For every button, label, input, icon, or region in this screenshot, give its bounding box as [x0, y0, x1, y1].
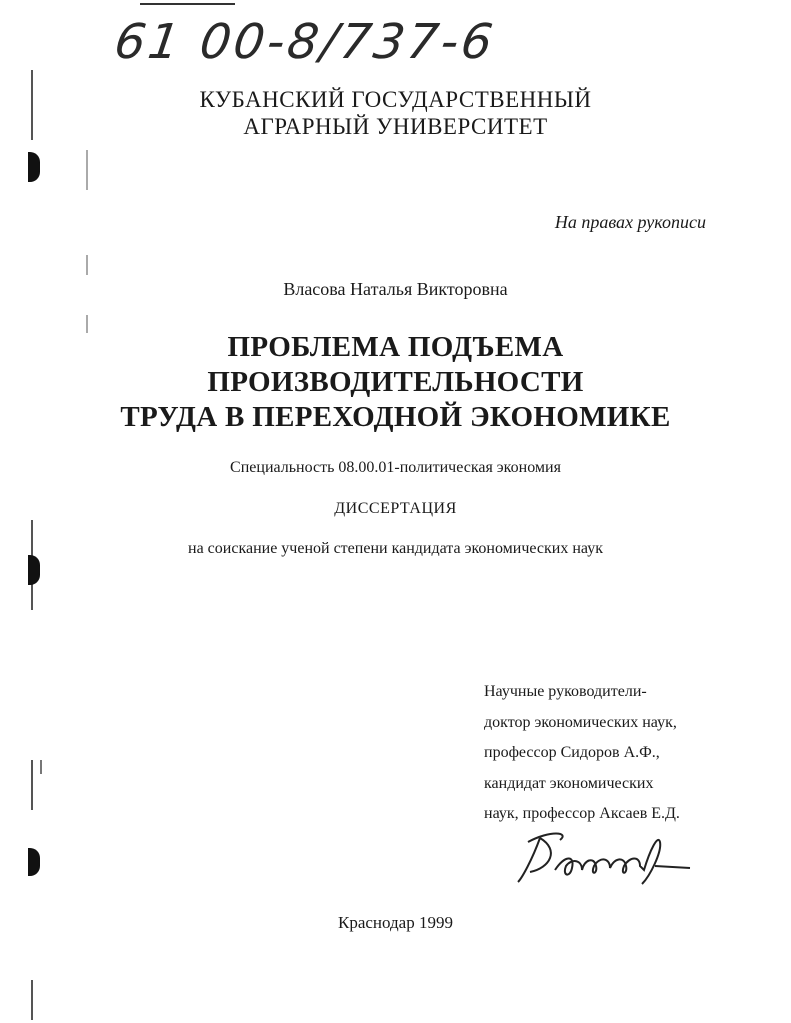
advisors-line: кандидат экономических — [484, 774, 654, 792]
scan-binding-mark — [28, 555, 40, 585]
title-line-1: ПРОБЛЕМА ПОДЪЕМА — [227, 331, 564, 363]
city-year: Краснодар 1999 — [338, 913, 453, 932]
scan-edge-line — [31, 760, 33, 810]
advisors-line: наук, профессор Аксаев Е.Д. — [484, 805, 680, 822]
scan-speck — [86, 150, 88, 190]
specialty-line: Специальность 08.00.01-политическая экономия — [230, 459, 561, 476]
dissertation-title — [0, 330, 791, 435]
scan-binding-mark — [28, 152, 40, 182]
author-signature — [510, 820, 700, 890]
scan-speck — [86, 255, 88, 275]
title-line-3: ТРУДА В ПЕРЕХОДНОЙ ЭКОНОМИКЕ — [120, 401, 671, 433]
university-line-1: КУБАНСКИЙ ГОСУДАРСТВЕННЫЙ — [199, 87, 592, 112]
scan-edge-line — [31, 980, 33, 1020]
title-line-2: ПРОИЗВОДИТЕЛЬНОСТИ — [207, 366, 584, 398]
scan-speck — [40, 760, 42, 774]
scientific-advisors — [484, 677, 744, 830]
advisors-line: Научные руководители- — [484, 683, 647, 700]
scan-binding-mark — [28, 848, 40, 876]
university-name — [0, 86, 791, 140]
archive-stamp-number: 61 00-8/737-6 — [111, 14, 499, 70]
university-line-2: АГРАРНЫЙ УНИВЕРСИТЕТ — [243, 114, 548, 139]
manuscript-rights-note: На правах рукописи — [554, 212, 706, 232]
stamp-strike-mark — [140, 3, 235, 5]
advisors-line: профессор Сидоров А.Ф., — [484, 744, 660, 761]
author-name: Власова Наталья Викторовна — [283, 279, 508, 299]
document-type: ДИССЕРТАЦИЯ — [334, 500, 457, 517]
degree-line: на соискание ученой степени кандидата экономических наук — [188, 540, 603, 557]
advisors-line: доктор экономических наук, — [484, 713, 677, 731]
